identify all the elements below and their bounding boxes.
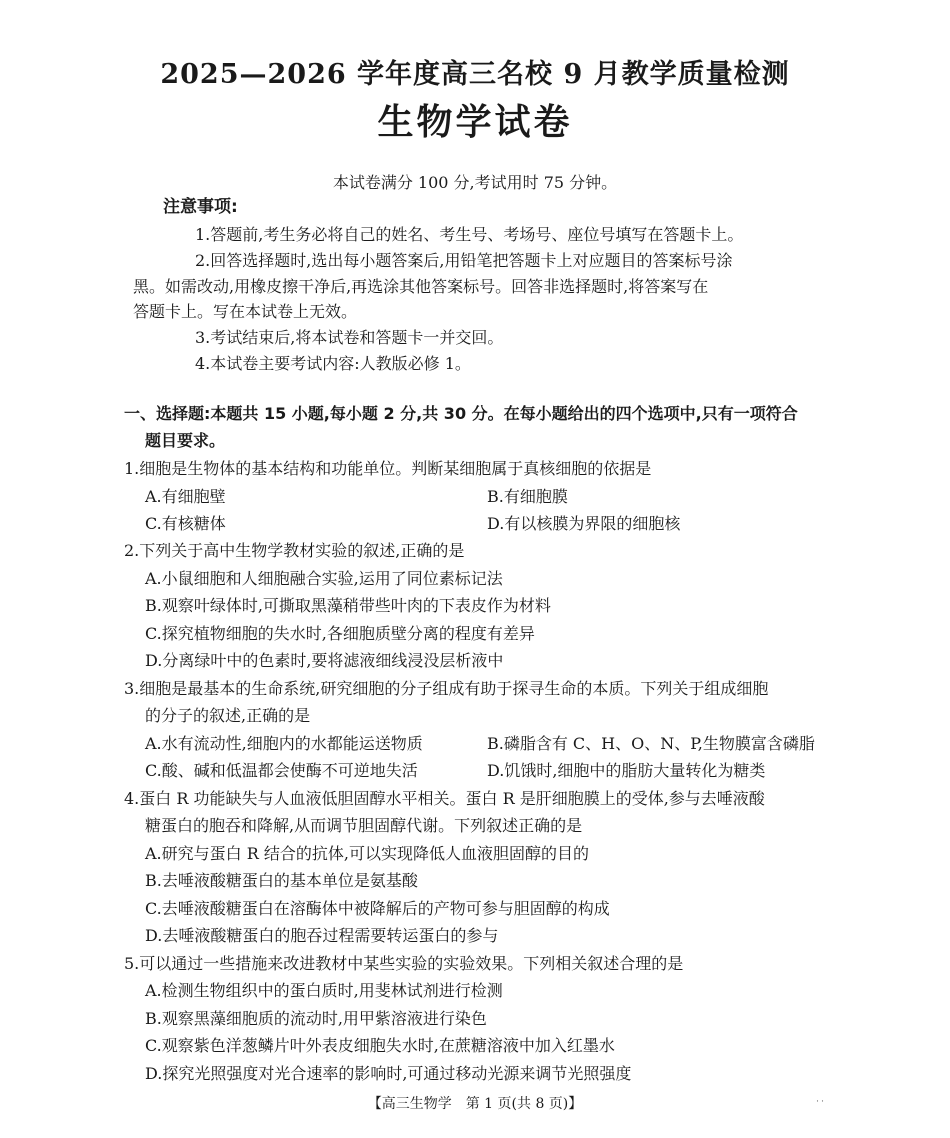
question-5-option-b: B.观察黑藻细胞质的流动时,用甲紫溶液进行染色 xyxy=(145,1009,487,1028)
question-2-option-c: C.探究植物细胞的失水时,各细胞质壁分离的程度有差异 xyxy=(145,624,535,643)
notice-item-1: 1.答题前,考生务必将自己的姓名、考生号、考场号、座位号填写在答题卡上。 xyxy=(195,225,744,244)
section-1-heading-line-2: 题目要求。 xyxy=(145,431,226,450)
question-4-stem-line-1: 4.蛋白 R 功能缺失与人血液低胆固醇水平相关。蛋白 R 是肝细胞膜上的受体,参与去唾液酸 xyxy=(124,789,765,808)
notice-item-4: 4.本试卷主要考试内容:人教版必修 1。 xyxy=(195,354,471,373)
question-2-option-b: B.观察叶绿体时,可撕取黑藻稍带些叶肉的下表皮作为材料 xyxy=(145,596,551,615)
question-3-option-c: C.酸、碱和低温都会使酶不可逆地失活 xyxy=(145,761,418,780)
question-4-option-c: C.去唾液酸糖蛋白在溶酶体中被降解后的产物可参与胆固醇的构成 xyxy=(145,899,610,918)
question-5-option-d: D.探究光照强度对光合速率的影响时,可通过移动光源来调节光照强度 xyxy=(145,1064,632,1083)
notice-item-2-line-2: 黑。如需改动,用橡皮擦干净后,再选涂其他答案标号。回答非选择题时,将答案写在 xyxy=(133,277,709,296)
exam-title: 2025—2026 学年度高三名校 9 月教学质量检测 xyxy=(160,59,790,90)
exam-info: 本试卷满分 100 分,考试用时 75 分钟。 xyxy=(332,173,618,192)
question-1-stem: 1.细胞是生物体的基本结构和功能单位。判断某细胞属于真核细胞的依据是 xyxy=(124,459,652,478)
question-2-option-a: A.小鼠细胞和人细胞融合实验,运用了同位素标记法 xyxy=(145,569,503,588)
question-3-option-d: D.饥饿时,细胞中的脂肪大量转化为糖类 xyxy=(487,761,766,780)
notice-heading: 注意事项: xyxy=(163,197,238,217)
notice-item-3: 3.考试结束后,将本试卷和答题卡一并交回。 xyxy=(195,328,504,347)
question-5-option-c: C.观察紫色洋葱鳞片叶外表皮细胞失水时,在蔗糖溶液中加入红墨水 xyxy=(145,1036,615,1055)
corner-mark: ˙˙ xyxy=(815,1100,825,1111)
section-1-heading-line-1: 一、选择题:本题共 15 小题,每小题 2 分,共 30 分。在每小题给出的四个选项中,只有一项符合 xyxy=(124,404,798,423)
question-3-option-b: B.磷脂含有 C、H、O、N、P,生物膜富含磷脂 xyxy=(487,734,815,753)
question-1-option-d: D.有以核膜为界限的细胞核 xyxy=(487,514,681,533)
question-5-option-a: A.检测生物组织中的蛋白质时,用斐林试剂进行检测 xyxy=(145,981,503,1000)
question-4-option-a: A.研究与蛋白 R 结合的抗体,可以实现降低人血液胆固醇的目的 xyxy=(145,844,589,863)
question-1-option-b: B.有细胞膜 xyxy=(487,487,568,506)
question-1-option-a: A.有细胞壁 xyxy=(145,487,226,506)
question-4-stem-line-2: 糖蛋白的胞吞和降解,从而调节胆固醇代谢。下列叙述正确的是 xyxy=(145,816,583,835)
question-1-option-c: C.有核糖体 xyxy=(145,514,226,533)
question-5-stem: 5.可以通过一些措施来改进教材中某些实验的实验效果。下列相关叙述合理的是 xyxy=(124,954,684,973)
page-footer: 【高三生物学 第 1 页(共 8 页)】 xyxy=(367,1096,583,1112)
question-2-option-d: D.分离绿叶中的色素时,要将滤液细线浸没层析液中 xyxy=(145,651,504,670)
question-3-stem-line-1: 3.细胞是最基本的生命系统,研究细胞的分子组成有助于探寻生命的本质。下列关于组成细胞 xyxy=(124,679,769,698)
question-3-option-a: A.水有流动性,细胞内的水都能运送物质 xyxy=(145,734,423,753)
question-4-option-b: B.去唾液酸糖蛋白的基本单位是氨基酸 xyxy=(145,871,418,890)
notice-item-2-line-1: 2.回答选择题时,选出每小题答案后,用铅笔把答题卡上对应题目的答案标号涂 xyxy=(195,251,733,270)
subject-title: 生物学试卷 xyxy=(377,102,573,143)
question-2-stem: 2.下列关于高中生物学教材实验的叙述,正确的是 xyxy=(124,541,465,560)
question-4-option-d: D.去唾液酸糖蛋白的胞吞过程需要转运蛋白的参与 xyxy=(145,926,499,945)
notice-item-2-line-3: 答题卡上。写在本试卷上无效。 xyxy=(133,302,358,321)
question-3-stem-line-2: 的分子的叙述,正确的是 xyxy=(145,706,311,725)
